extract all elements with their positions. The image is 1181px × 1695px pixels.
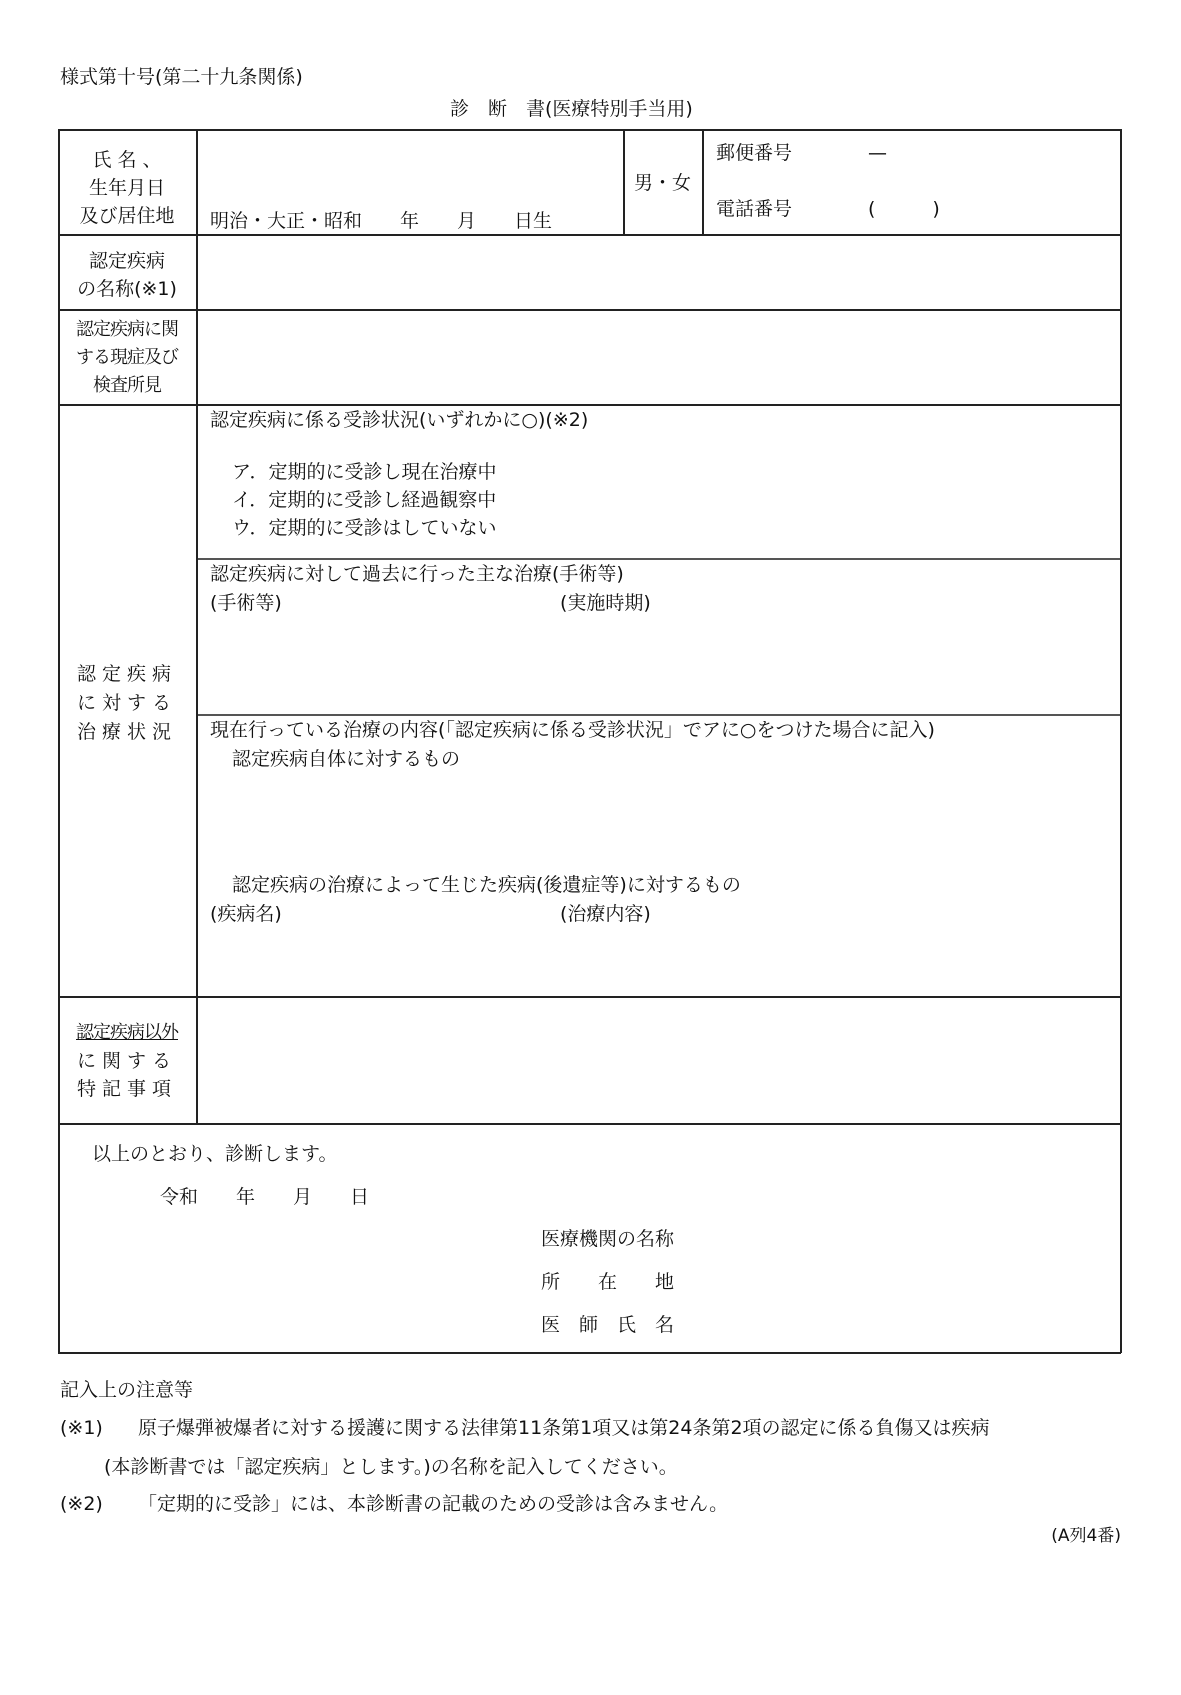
sex-field[interactable]: 男・女 (634, 172, 692, 194)
label-line: 認定疾病 (88, 250, 165, 272)
label-line: 検査所見 (93, 375, 161, 396)
sign-date[interactable]: 令和 年 月 日 (160, 1186, 370, 1208)
past-treatment-title: 認定疾病に対して過去に行った主な治療(手術等) (210, 563, 624, 585)
note1-line2: (本診断書では「認定疾病」とします。)の名称を記入してください。 (104, 1456, 678, 1478)
paper-size: (A列4番) (1051, 1526, 1121, 1546)
label-line: 氏 名 、 (92, 149, 162, 171)
address-label: 所 在 地 (541, 1271, 675, 1293)
option-i[interactable]: イ．定期的に受診し経過観察中 (232, 489, 497, 511)
option-a[interactable]: ア．定期的に受診し現在治療中 (232, 461, 497, 483)
current-self-label: 認定疾病自体に対するもの (232, 748, 461, 770)
label-line: 認定疾病に関 (76, 319, 178, 340)
phone-paren: ( ) (868, 198, 940, 220)
label-line: 及び居住地 (79, 205, 175, 227)
form-number: 様式第十号(第二十九条関係) (60, 66, 303, 88)
statement: 以上のとおり、診断します。 (92, 1143, 338, 1165)
institution-label: 医療機関の名称 (541, 1228, 675, 1250)
birth-date-field[interactable]: 明治・大正・昭和 年 月 日生 (210, 210, 553, 232)
status-options (232, 458, 496, 542)
past-surgery-label: (手術等) (210, 592, 282, 614)
page-title: 診 断 書(医療特別手当用) (450, 98, 693, 120)
label-line: 特記事項 (76, 1078, 177, 1100)
note2-mark: (※2) (60, 1493, 103, 1515)
label-line: 生年月日 (88, 177, 165, 199)
note1-mark: (※1) (60, 1417, 103, 1439)
postal-dash: — (868, 142, 887, 164)
note1-line1: 原子爆弾被爆者に対する援護に関する法律第11条第1項又は第24条第2項の認定に係る負傷又は疾病 (138, 1417, 990, 1439)
label-line: 認定疾病 (76, 663, 177, 685)
label-line: の名称(※1) (77, 278, 177, 300)
current-sequelae-label: 認定疾病の治療によって生じた疾病(後遺症等)に対するもの (232, 874, 741, 896)
phone-label: 電話番号 (716, 198, 793, 220)
status-title: 認定疾病に係る受診状況(いずれかに○)(※2) (210, 409, 589, 431)
label-line: 治療状況 (76, 721, 177, 743)
note2-text: 「定期的に受診」には、本診断書の記載のための受診は含みません。 (138, 1493, 729, 1515)
current-treatment-title: 現在行っている治療の内容(「認定疾病に係る受診状況」でアに○をつけた場合に記入) (210, 719, 935, 741)
sequelae-disease-label: (疾病名) (210, 903, 282, 925)
option-u[interactable]: ウ．定期的に受診はしていない (232, 517, 497, 539)
label-line: に関する (76, 1050, 177, 1072)
row-findings-label (58, 316, 196, 400)
label-line: 認定疾病以外 (76, 1022, 178, 1043)
doctor-label: 医 師 氏 名 (541, 1314, 675, 1336)
sequelae-treatment-label: (治療内容) (560, 903, 651, 925)
notes-heading: 記入上の注意等 (60, 1379, 194, 1401)
row-other-notes-label (58, 1019, 196, 1103)
past-period-label: (実施時期) (560, 592, 651, 614)
postal-label: 郵便番号 (716, 142, 793, 164)
row-disease-name-label (58, 247, 196, 303)
label-line: に対する (76, 692, 177, 714)
label-line: する現症及び (76, 347, 178, 368)
